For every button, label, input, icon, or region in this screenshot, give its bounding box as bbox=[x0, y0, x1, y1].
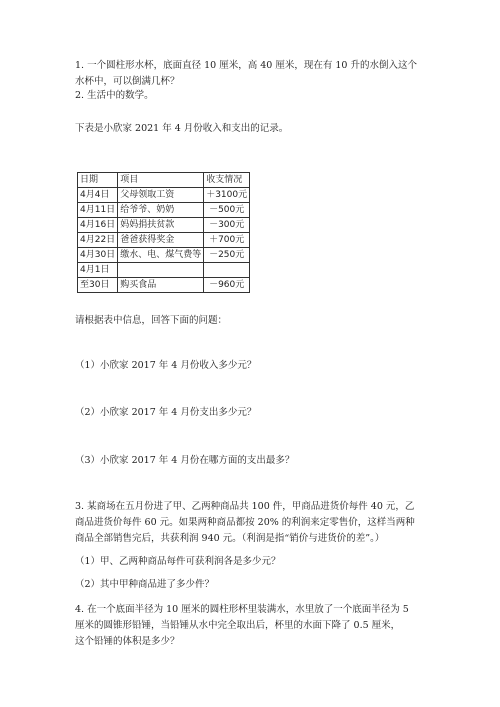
problem-4-line-2: 厘米的圆锥形铅锤，当铅锤从水中完全取出后，杯里的水面下降了 0.5 厘米， bbox=[75, 620, 401, 631]
table-header-row bbox=[78, 173, 250, 188]
table-cell-amount bbox=[204, 263, 250, 278]
table-cell-date: 4月30日 bbox=[78, 248, 118, 263]
problem-4-line-3: 这个铅锤的体积是多少？ bbox=[75, 636, 180, 647]
table-cell-date: 4月22日 bbox=[78, 233, 118, 248]
table-cell-date: 至30日 bbox=[78, 278, 118, 293]
problem-3-sub-1: （1）甲、乙两种商品每件可获利润各是多少元？ bbox=[75, 556, 281, 567]
table-cell-date: 4月16日 bbox=[78, 218, 118, 233]
table-cell-date: 4月11日 bbox=[78, 203, 118, 218]
section-2-title: 2. 生活中的数学。 bbox=[75, 90, 154, 101]
question-1: （1）小欣家 2017 年 4 月份收入多少元？ bbox=[75, 360, 257, 371]
table-cell-item: 给爷爷、奶奶 bbox=[118, 203, 204, 218]
table-intro: 下表是小欣家 2021 年 4 月份收入和支出的记录。 bbox=[75, 123, 289, 134]
question-3: （3）小欣家 2017 年 4 月份在哪方面的支出最多？ bbox=[75, 455, 295, 466]
problem-4-line-1: 4. 在一个底面半径为 10 厘米的圆柱形杯里装满水，水里放了一个底面半径为 5 bbox=[75, 604, 409, 615]
table-row bbox=[78, 203, 250, 218]
problem-3-sub-2: （2）其中甲种商品进了多少件？ bbox=[75, 579, 215, 590]
table-row bbox=[78, 218, 250, 233]
table-cell-date: 4月4日 bbox=[78, 188, 118, 203]
table-header-amount: 收支情况 bbox=[204, 173, 250, 188]
table-row bbox=[78, 188, 250, 203]
table-cell-amount: －300元 bbox=[204, 218, 250, 233]
table-cell-amount: ＋3100元 bbox=[204, 188, 250, 203]
table-row bbox=[78, 278, 250, 293]
table-cell-item: 父母领取工资 bbox=[118, 188, 204, 203]
table-cell-amount: －500元 bbox=[204, 203, 250, 218]
income-expense-table bbox=[77, 172, 250, 293]
table-cell-amount: －250元 bbox=[204, 248, 250, 263]
table-header-item: 项目 bbox=[118, 173, 204, 188]
table-cell-item bbox=[118, 263, 204, 278]
table-cell-item: 爸爸获得奖金 bbox=[118, 233, 204, 248]
table-header-date: 日期 bbox=[78, 173, 118, 188]
table-row bbox=[78, 233, 250, 248]
problem-3-line-2: 商品进货价每件 60 元。如果两种商品都按 20% 的利润来定零售价，这样当两种 bbox=[75, 517, 415, 528]
table-row bbox=[78, 263, 250, 278]
problem-3-line-1: 3. 某商场在五月份进了甲、乙两种商品共 100 件，甲商品进货价每件 40 元，乙 bbox=[75, 501, 415, 512]
table-cell-item: 妈妈捐扶贫款 bbox=[118, 218, 204, 233]
question-prompt: 请根据表中信息，回答下面的问题： bbox=[75, 315, 228, 326]
problem-3-line-3: 商品全部销售完后，共获利润 940 元。（利润是指“销价与进货价的差”。） bbox=[75, 533, 385, 544]
table-cell-amount: ＋700元 bbox=[204, 233, 250, 248]
problem-1-line-1: 1. 一个圆柱形水杯，底面直径 10 厘米，高 40 厘米，现在有 10 升的水倒入这个 bbox=[75, 60, 417, 71]
table-cell-amount: －960元 bbox=[204, 278, 250, 293]
table-row bbox=[78, 248, 250, 263]
table-cell-item: 购买食品 bbox=[118, 278, 204, 293]
table-cell-date: 4月1日 bbox=[78, 263, 118, 278]
question-2: （2）小欣家 2017 年 4 月份支出多少元？ bbox=[75, 407, 257, 418]
table-cell-item: 缴水、电、煤气费等 bbox=[118, 248, 204, 263]
problem-1-line-2: 水杯中，可以倒满几杯？ bbox=[75, 76, 180, 87]
